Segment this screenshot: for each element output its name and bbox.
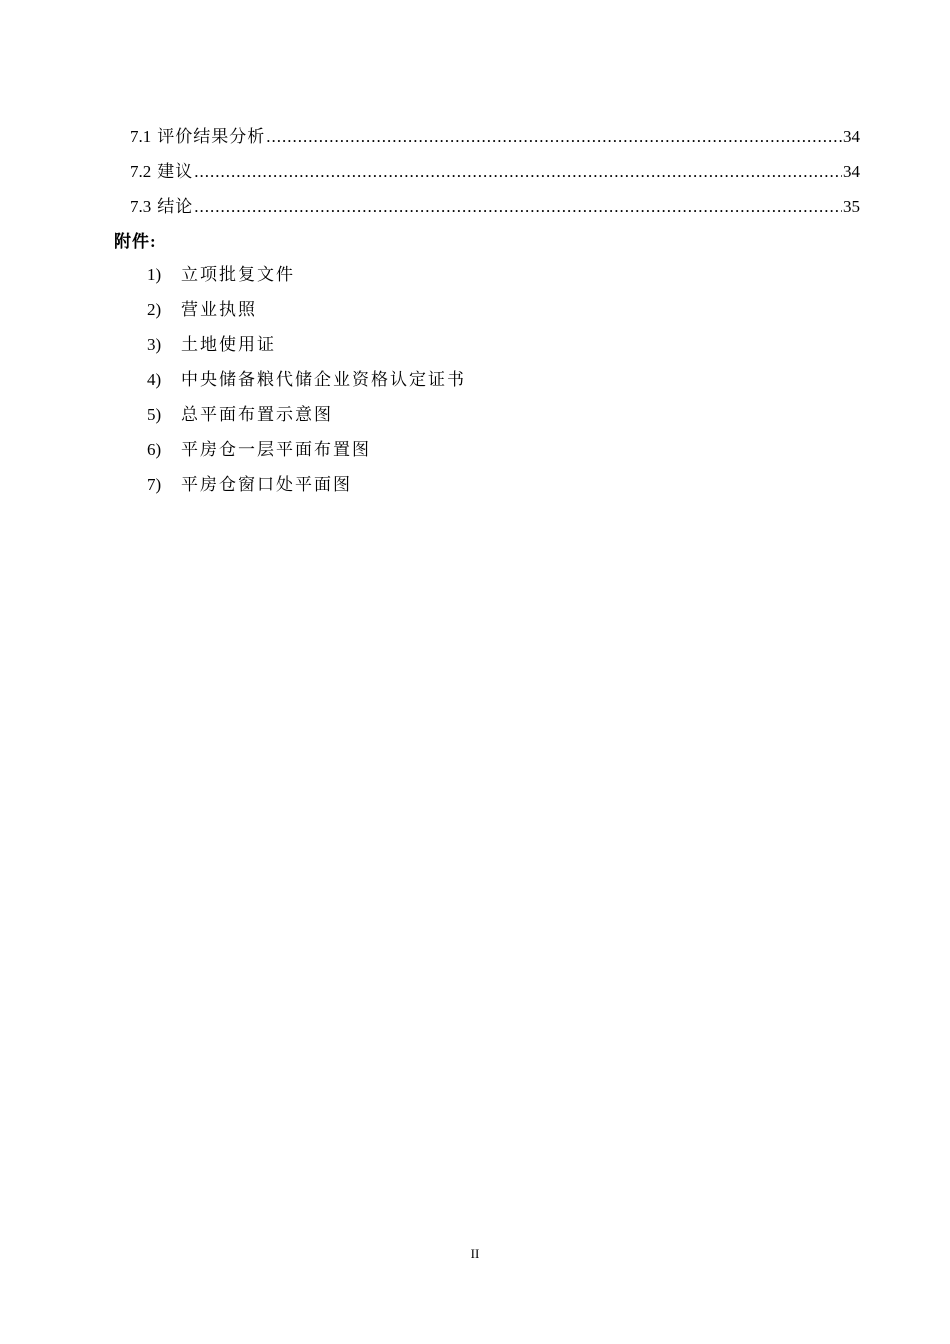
toc-entry-page: 34 [843, 127, 860, 146]
toc-entry-7-1[interactable] [130, 124, 860, 159]
attachment-title: 土地使用证 [181, 335, 276, 354]
page-number: II [470, 1246, 480, 1261]
attachment-title: 总平面布置示意图 [181, 405, 333, 424]
toc-entry-page: 35 [843, 197, 860, 216]
attachment-item [147, 437, 466, 472]
toc-dot-leader [194, 159, 842, 184]
attachment-number: 3) [147, 335, 162, 354]
attachment-number: 5) [147, 405, 162, 424]
attachment-number: 4) [147, 370, 162, 389]
toc-entry-title: 结论 [157, 197, 194, 216]
attachment-item [147, 262, 466, 297]
toc-entry-7-2[interactable] [130, 159, 860, 194]
toc-entry-title: 评价结果分析 [157, 127, 266, 146]
attachments-heading: 附件: [114, 232, 157, 251]
toc-entry-number: 7.1 [130, 127, 152, 146]
attachment-number: 6) [147, 440, 162, 459]
toc-entry-7-3[interactable] [130, 194, 860, 229]
attachment-title: 营业执照 [181, 300, 257, 319]
attachment-title: 中央储备粮代储企业资格认定证书 [181, 370, 466, 389]
table-of-contents [130, 124, 860, 229]
attachment-item [147, 297, 466, 332]
attachment-title: 立项批复文件 [181, 265, 295, 284]
toc-entry-number: 7.3 [130, 197, 152, 216]
toc-entry-page: 34 [843, 162, 860, 181]
attachment-item [147, 332, 466, 367]
attachment-number: 2) [147, 300, 162, 319]
toc-dot-leader [266, 124, 842, 149]
toc-entry-title: 建议 [157, 162, 194, 181]
attachment-item [147, 367, 466, 402]
toc-entry-number: 7.2 [130, 162, 152, 181]
attachment-number: 7) [147, 475, 162, 494]
toc-dot-leader [194, 194, 842, 219]
attachment-title: 平房仓一层平面布置图 [181, 440, 371, 459]
attachment-number: 1) [147, 265, 162, 284]
attachment-title: 平房仓窗口处平面图 [181, 475, 352, 494]
attachment-item [147, 402, 466, 437]
attachment-item [147, 472, 466, 507]
attachments-list [147, 262, 466, 507]
